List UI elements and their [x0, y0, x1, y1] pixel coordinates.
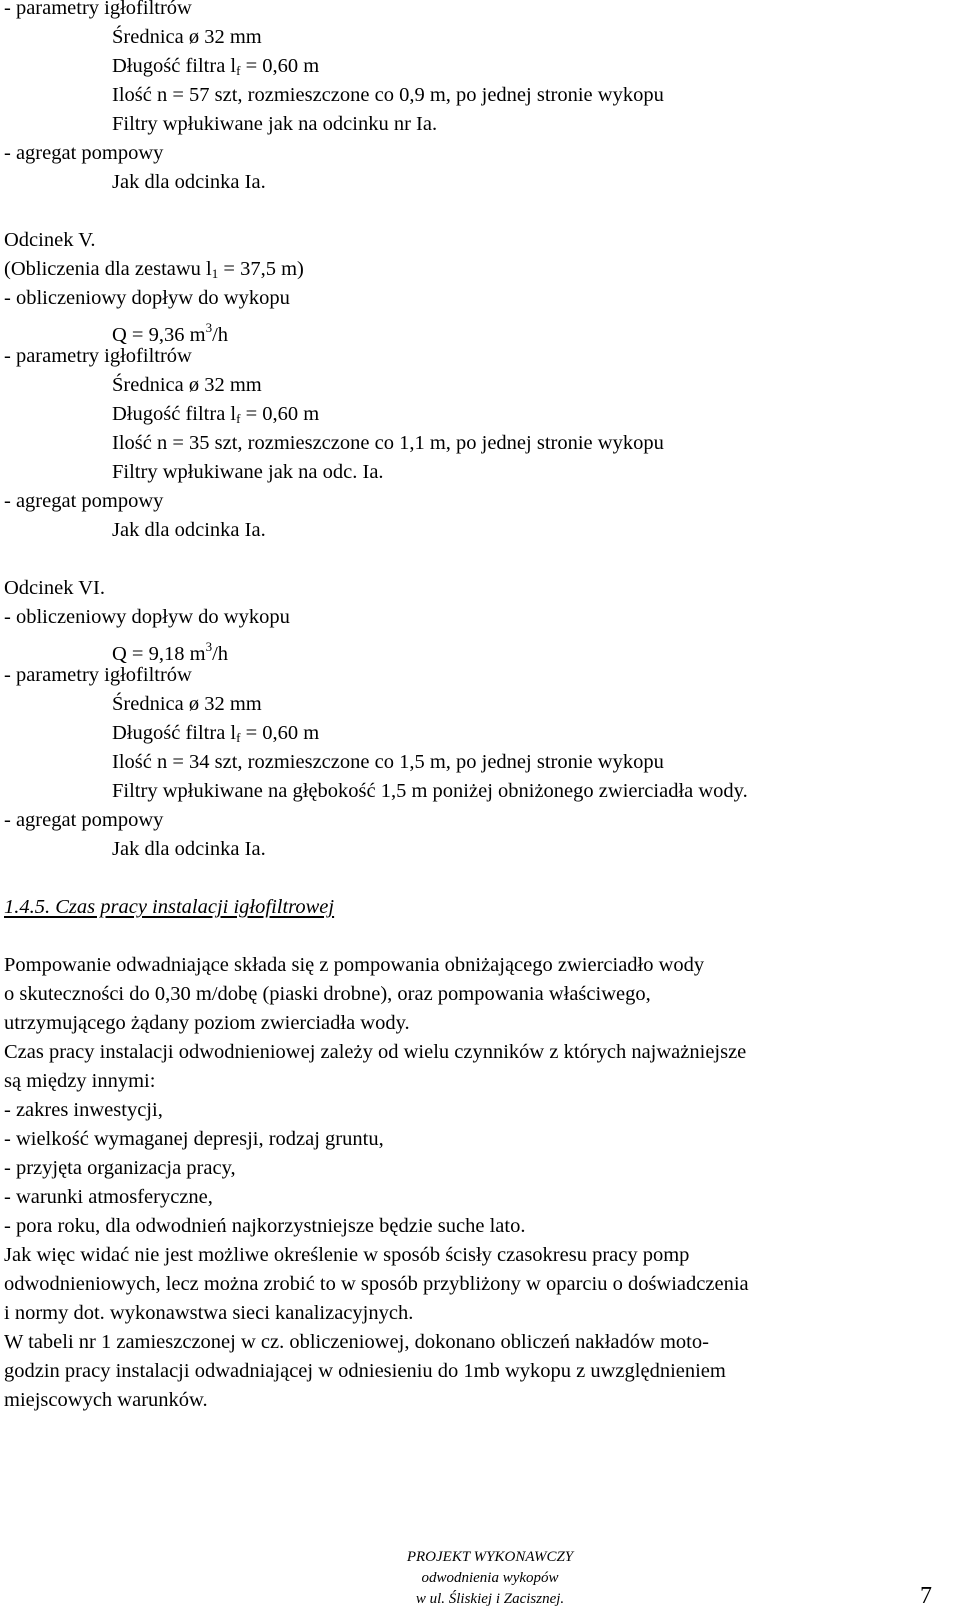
section-vi-ilosc: Ilość n = 34 szt, rozmieszczone co 1,5 m, po jednej stronie wykopu	[112, 751, 664, 773]
agregat-value: Jak dla odcinka Ia.	[112, 171, 266, 193]
body-line: W tabeli nr 1 zamieszczonej w cz. obliczeniowej, dokonano obliczeń nakładów moto-	[4, 1331, 709, 1353]
section-v-agregat-value: Jak dla odcinka Ia.	[112, 519, 266, 541]
section-vi-srednica: Średnica ø 32 mm	[112, 693, 262, 715]
section-v-ilosc: Ilość n = 35 szt, rozmieszczone co 1,1 m, po jednej stronie wykopu	[112, 432, 664, 454]
srednica-line: Średnica ø 32 mm	[112, 26, 262, 48]
section-vi-agregat: - agregat pompowy	[4, 809, 164, 831]
param-header: - parametry igłofiltrów	[4, 0, 192, 19]
section-v-filtry: Filtry wpłukiwane jak na odc. Ia.	[112, 461, 384, 483]
list-item: - warunki atmosferyczne,	[4, 1186, 213, 1208]
list-item: - wielkość wymaganej depresji, rodzaj gruntu,	[4, 1128, 384, 1150]
body-line: Jak więc widać nie jest możliwe określenie w sposób ścisły czasokresu pracy pomp	[4, 1244, 690, 1266]
list-item: - pora roku, dla odwodnień najkorzystniejsze będzie suche lato.	[4, 1215, 526, 1237]
section-v-q: Q = 9,36 $m^3/h$	[112, 320, 229, 346]
footer-location: w ul. Śliskiej i Zacisznej.	[415, 1591, 565, 1607]
list-item: - zakres inwestycji,	[4, 1099, 163, 1121]
body-line: i normy dot. wykonawstwa sieci kanalizacyjnych.	[4, 1302, 414, 1324]
footer-title: PROJEKT WYKONAWCZY	[406, 1549, 574, 1565]
section-vi-doplyw: - obliczeniowy dopływ do wykopu	[4, 606, 290, 628]
footer-subtitle: odwodnienia wykopów	[421, 1570, 559, 1586]
body-line: miejscowych warunków.	[4, 1389, 208, 1411]
ilosc-line: Ilość n = 57 szt, rozmieszczone co 0,9 m, po jednej stronie wykopu	[112, 84, 664, 106]
dlugosc-line: Długość filtra $l_f = 0,60$ m	[112, 55, 320, 78]
section-v-dlugosc: Długość filtra $l_f = 0,60$ m	[112, 403, 320, 426]
page-number: 7	[920, 1583, 932, 1609]
list-item: - przyjęta organizacja pracy,	[4, 1157, 236, 1179]
section-v-param-header: - parametry igłofiltrów	[4, 345, 192, 367]
section-heading: 1.4.5. Czas pracy instalacji igłofiltrowej	[4, 896, 335, 918]
body-line: godzin pracy instalacji odwadniającej w odniesieniu do 1mb wykopu z uwzględnieniem	[4, 1360, 726, 1382]
agregat-header: - agregat pompowy	[4, 142, 164, 164]
section-vi-title: Odcinek VI.	[4, 577, 105, 599]
section-vi-q: Q = 9,18 $m^3/h$	[112, 639, 229, 665]
filtry-line: Filtry wpłukiwane jak na odcinku nr Ia.	[112, 113, 438, 135]
body-line: odwodnieniowych, lecz można zrobić to w sposób przybliżony w oparciu o doświadczenia	[4, 1273, 749, 1295]
section-v-srednica: Średnica ø 32 mm	[112, 374, 262, 396]
section-v-calc: (Obliczenia dla zestawu $l_1 = 37,5$ m)	[4, 258, 304, 281]
section-vi-param-header: - parametry igłofiltrów	[4, 664, 192, 686]
section-vi-filtry: Filtry wpłukiwane na głębokość 1,5 m poniżej obniżonego zwierciadła wody.	[112, 780, 748, 802]
body-line: utrzymującego żądany poziom zwierciadła wody.	[4, 1012, 410, 1034]
body-line: Czas pracy instalacji odwodnieniowej zależy od wielu czynników z których najważniejsze	[4, 1041, 747, 1063]
body-line: są między innymi:	[4, 1070, 156, 1092]
section-v-title: Odcinek V.	[4, 229, 96, 251]
body-line: o skuteczności do 0,30 m/dobę (piaski drobne), oraz pompowania właściwego,	[4, 983, 651, 1005]
section-vi-agregat-value: Jak dla odcinka Ia.	[112, 838, 266, 860]
section-v-doplyw: - obliczeniowy dopływ do wykopu	[4, 287, 290, 309]
section-v-agregat: - agregat pompowy	[4, 490, 164, 512]
section-vi-dlugosc: Długość filtra $l_f = 0,60$ m	[112, 722, 320, 745]
body-line: Pompowanie odwadniające składa się z pompowania obniżającego zwierciadło wody	[4, 954, 705, 976]
